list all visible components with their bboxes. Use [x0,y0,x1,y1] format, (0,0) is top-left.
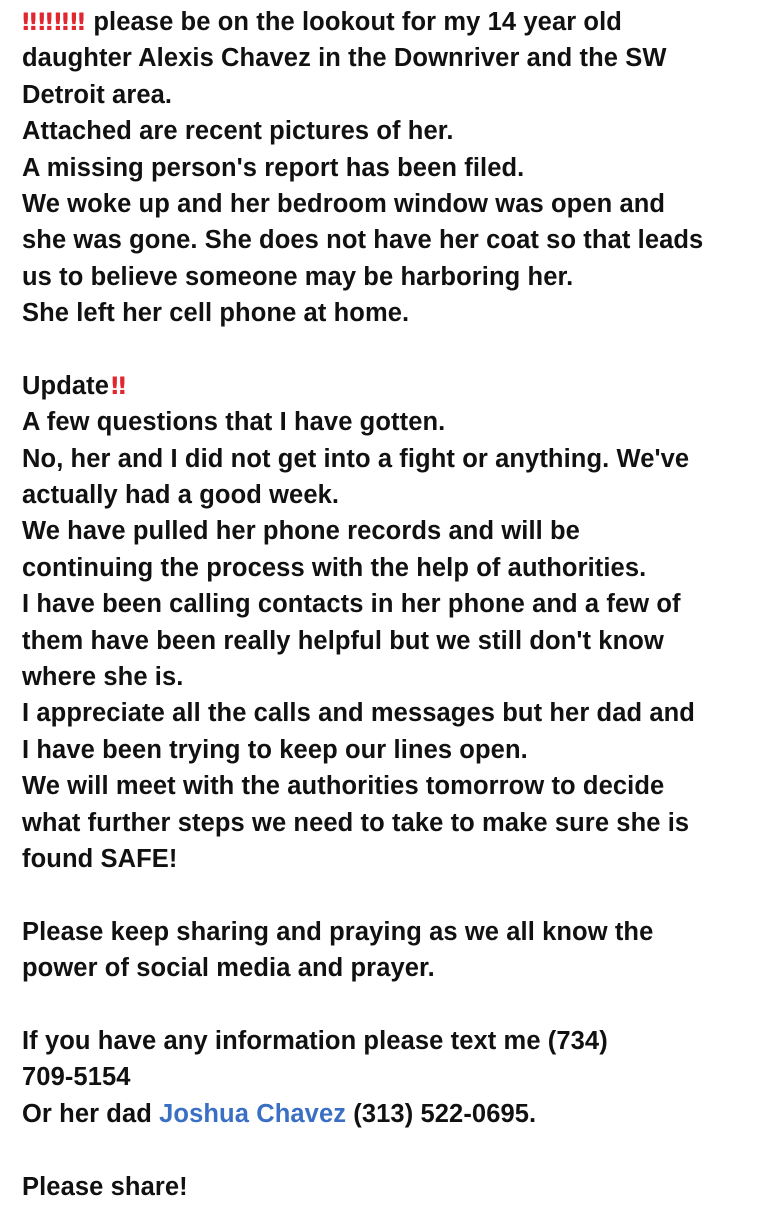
post-line-27 [22,1096,748,1132]
post-line-11: No, her and I did not get into a fight or anything. We've [22,444,690,473]
spacer [22,877,748,913]
post-line-7: she was gone. She does not have her coat so that leads [22,226,704,255]
post-text [22,4,748,1205]
post-line-17: where she is. [22,663,184,692]
post-line-2: daughter Alexis Chavez in the Downriver and the SW [22,44,667,73]
post-line-16: them have been really helpful but we still don't know [22,626,664,655]
dad-profile-link[interactable]: Joshua Chavez [159,1099,347,1128]
post-line-28: Please share! [22,1172,188,1201]
post-line-21: what further steps we need to take to make sure she is [22,808,690,837]
spacer [22,332,748,368]
post-line-19: I have been trying to keep our lines open. [22,735,528,764]
post-line-24: power of social media and prayer. [22,954,435,983]
post-line-text: Or her dad [22,1099,152,1128]
spacer [22,1132,748,1168]
post-line-3: Detroit area. [22,80,173,109]
post-line-23: Please keep sharing and praying as we all know the [22,917,654,946]
double-exclamation-icon: ‼ [22,8,35,36]
post-line-12: actually had a good week. [22,481,340,510]
spacer [22,987,748,1023]
post-line-13: We have pulled her phone records and will be [22,517,580,546]
double-exclamation-icon: ‼ [70,8,83,36]
post-line-1 [22,4,748,40]
post-line-5: A missing person's report has been filed. [22,153,525,182]
post-line-8: us to believe someone may be harboring her. [22,262,574,291]
post-line-9: She left her cell phone at home. [22,299,410,328]
double-exclamation-icon: ‼ [54,8,67,36]
post-line-14: continuing the process with the help of authorities. [22,553,647,582]
post-line-6: We woke up and her bedroom window was open and [22,189,666,218]
double-exclamation-icon: ‼ [111,371,124,400]
update-label: Update [22,371,110,400]
double-exclamation-icon: ‼ [38,8,51,36]
update-heading [22,368,748,404]
post-line-text: (313) 522-0695. [353,1099,537,1128]
post-line-26: 709-5154 [22,1063,131,1092]
post-line-18: I appreciate all the calls and messages but her dad and [22,699,695,728]
post-line-22: found SAFE! [22,844,178,873]
post-line-10: A few questions that I have gotten. [22,408,446,437]
post-line-4: Attached are recent pictures of her. [22,117,454,146]
post-line-text: please be on the lookout for my 14 year old [93,8,622,36]
post-line-25: If you have any information please text me (734) [22,1026,608,1055]
post-line-15: I have been calling contacts in her phone and a few of [22,590,681,619]
post-line-20: We will meet with the authorities tomorrow to decide [22,772,665,801]
